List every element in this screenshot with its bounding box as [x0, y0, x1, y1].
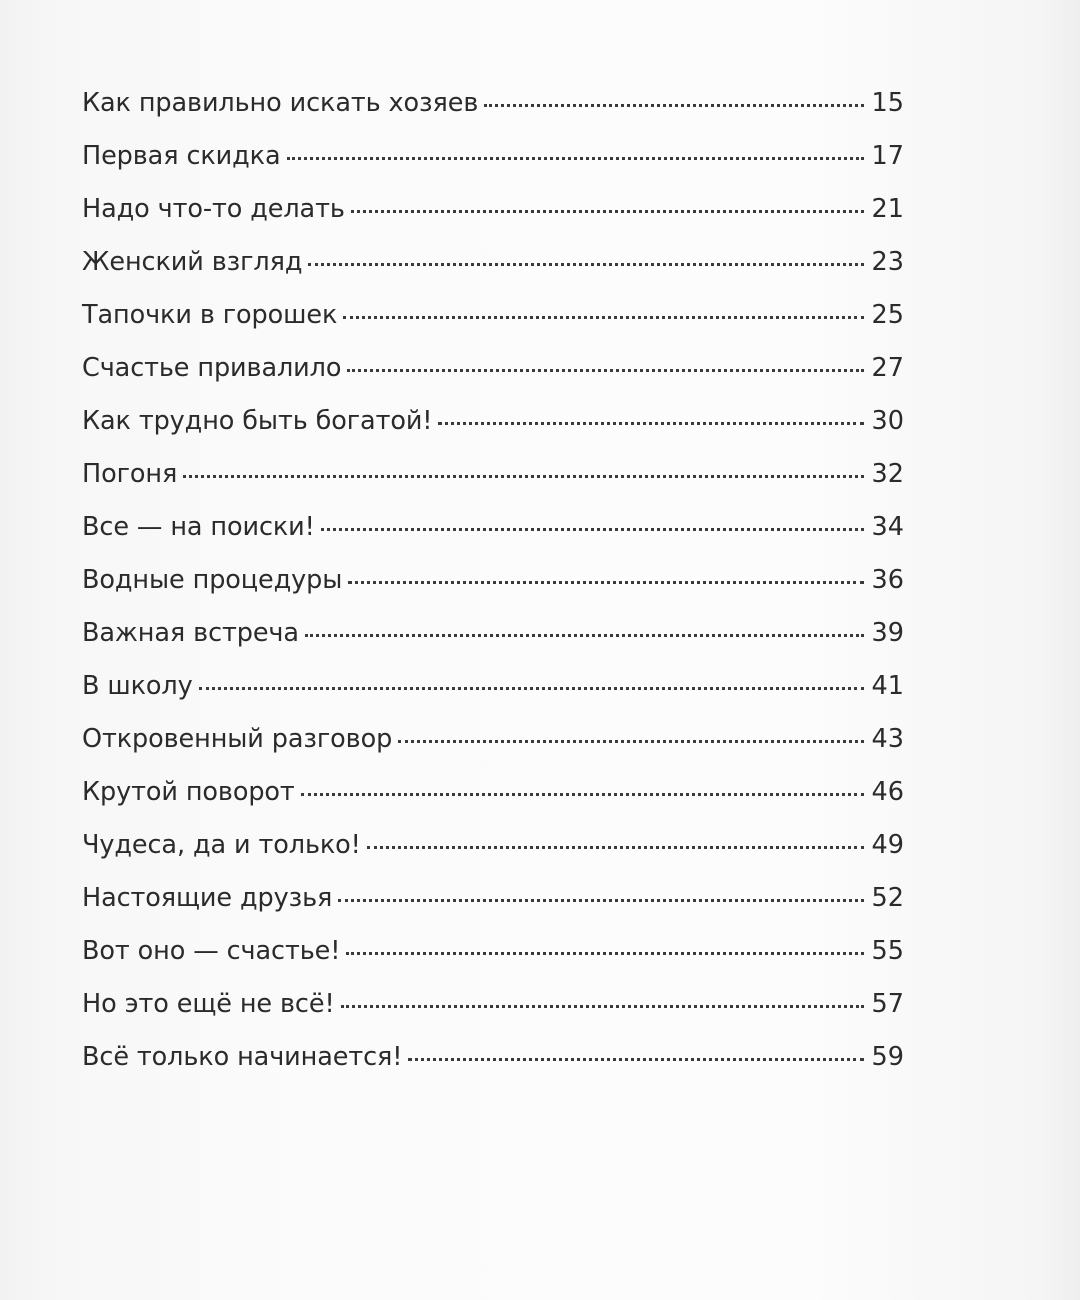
- toc-entry: [82, 883, 904, 936]
- toc-entry: [82, 618, 904, 671]
- toc-dot-leader: [347, 369, 863, 372]
- toc-entry-title: Как трудно быть богатой!: [82, 406, 433, 436]
- toc-page-number: 57: [871, 989, 904, 1019]
- toc-page-number: 30: [871, 406, 904, 436]
- toc-page-number: 36: [871, 565, 904, 595]
- toc-entry-title: Тапочки в горошек: [82, 300, 338, 330]
- toc-dot-leader: [338, 899, 863, 902]
- toc-entry: [82, 300, 904, 353]
- toc-page-number: 27: [871, 353, 904, 383]
- toc-dot-leader: [348, 581, 863, 584]
- toc-entry-title: В школу: [82, 671, 193, 701]
- toc-entry-title: Вот оно — счастье!: [82, 936, 341, 966]
- toc-entry: [82, 247, 904, 300]
- toc-entry: [82, 88, 904, 141]
- toc-entry-title: Всё только начинается!: [82, 1042, 403, 1072]
- toc-entry-title: Надо что-то делать: [82, 194, 345, 224]
- toc-page-number: 21: [871, 194, 904, 224]
- toc-page-number: 15: [871, 88, 904, 118]
- toc-dot-leader: [301, 793, 864, 796]
- toc-entry-title: Женский взгляд: [82, 247, 303, 277]
- toc-entry-title: Счастье привалило: [82, 353, 342, 383]
- toc-entry-title: Как правильно искать хозяев: [82, 88, 479, 118]
- toc-entry-title: Первая скидка: [82, 141, 281, 171]
- toc-entry: [82, 1042, 904, 1095]
- toc-dot-leader: [321, 528, 864, 531]
- toc-entry-title: Чудеса, да и только!: [82, 830, 361, 860]
- toc-entry-title: Водные процедуры: [82, 565, 343, 595]
- toc-page-number: 55: [871, 936, 904, 966]
- toc-page-number: 59: [871, 1042, 904, 1072]
- toc-page-number: 34: [871, 512, 904, 542]
- toc-entry: [82, 565, 904, 618]
- toc-entry: [82, 989, 904, 1042]
- toc-page-number: 49: [871, 830, 904, 860]
- toc-page-number: 46: [871, 777, 904, 807]
- toc-dot-leader: [398, 740, 863, 743]
- toc-entry: [82, 724, 904, 777]
- toc-dot-leader: [183, 475, 863, 478]
- toc-page-number: 25: [871, 300, 904, 330]
- toc-entry: [82, 459, 904, 512]
- toc-entry: [82, 671, 904, 724]
- toc-entry: [82, 936, 904, 989]
- toc-dot-leader: [341, 1005, 864, 1008]
- toc-page-number: 39: [871, 618, 904, 648]
- toc-dot-leader: [287, 157, 864, 160]
- toc-dot-leader: [199, 687, 864, 690]
- toc-page-number: 43: [871, 724, 904, 754]
- toc-entry-title: Погоня: [82, 459, 178, 489]
- toc-entry: [82, 512, 904, 565]
- toc-entry-title: Откровенный разговор: [82, 724, 393, 754]
- table-of-contents: [82, 88, 904, 1095]
- toc-entry: [82, 777, 904, 830]
- toc-page-number: 52: [871, 883, 904, 913]
- toc-entry-title: Крутой поворот: [82, 777, 295, 807]
- toc-dot-leader: [308, 263, 863, 266]
- toc-page-number: 32: [871, 459, 904, 489]
- toc-entry-title: Все — на поиски!: [82, 512, 315, 542]
- toc-page-number: 17: [871, 141, 904, 171]
- toc-entry: [82, 194, 904, 247]
- toc-dot-leader: [346, 952, 863, 955]
- toc-entry-title: Настоящие друзья: [82, 883, 333, 913]
- toc-entry: [82, 406, 904, 459]
- toc-dot-leader: [367, 846, 864, 849]
- toc-entry: [82, 141, 904, 194]
- toc-dot-leader: [351, 210, 864, 213]
- toc-entry: [82, 353, 904, 406]
- toc-entry-title: Важная встреча: [82, 618, 299, 648]
- toc-page-number: 23: [871, 247, 904, 277]
- toc-entry-title: Но это ещё не всё!: [82, 989, 335, 1019]
- toc-dot-leader: [408, 1058, 863, 1061]
- toc-dot-leader: [438, 422, 863, 425]
- toc-dot-leader: [343, 316, 863, 319]
- toc-dot-leader: [305, 634, 864, 637]
- toc-dot-leader: [484, 104, 863, 107]
- toc-page-number: 41: [871, 671, 904, 701]
- toc-entry: [82, 830, 904, 883]
